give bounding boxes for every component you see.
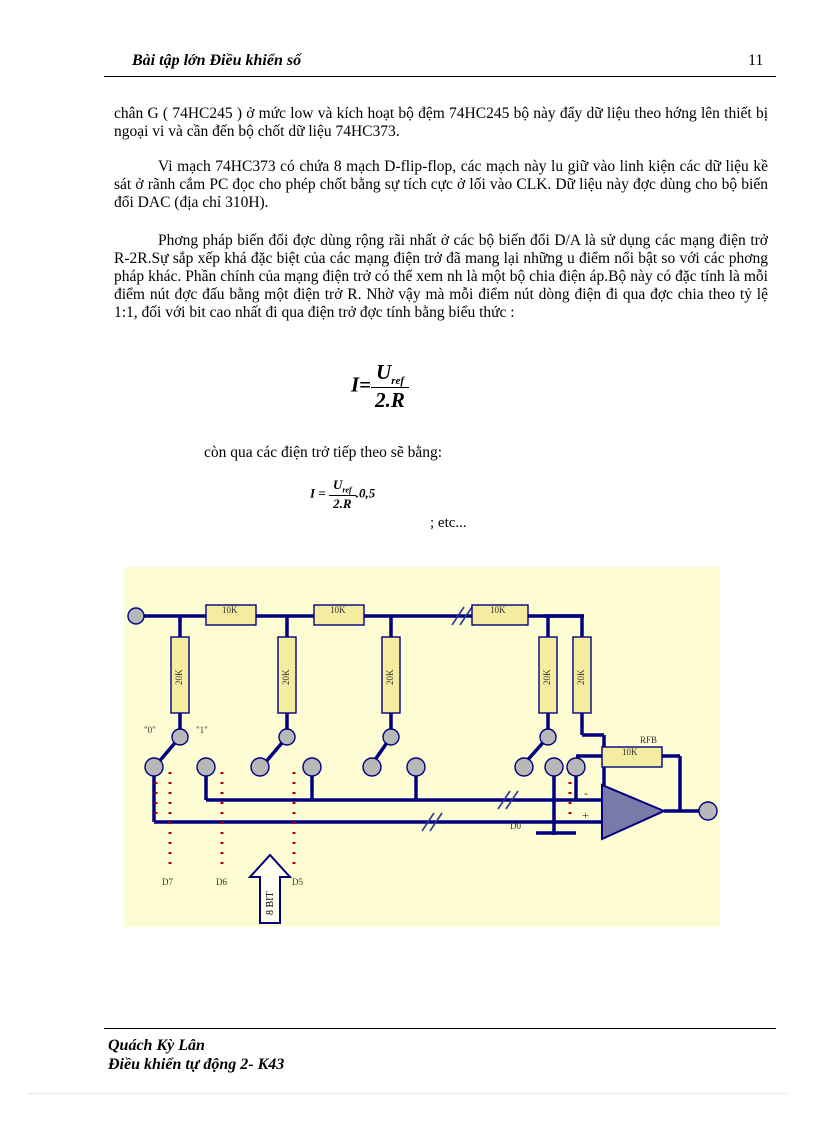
formula2-numerator: U [332, 477, 343, 492]
label-rfb: RFB [640, 735, 658, 745]
label-r8: 20K [576, 669, 586, 685]
formula2-factor: .0,5 [355, 485, 376, 501]
label-r1: 10K [222, 605, 238, 615]
formula2-subscript: ref [342, 485, 352, 495]
label-r5: 20K [281, 669, 291, 685]
formula2-eq: = [318, 485, 326, 501]
label-r6: 20K [385, 669, 395, 685]
contact-6b [303, 758, 321, 776]
formula-numerator: U [376, 360, 392, 384]
label-opamp-plus: + [582, 808, 589, 822]
header-rule [104, 76, 776, 77]
paragraph-1: chân G ( 74HC245 ) ở mức low và kích hoạt bộ đệm 74HC245 bộ này đẩy dữ liệu theo hớng lên thiết bị ngoại vi và cần đến bộ chốt dữ liệu 74HC373. [114, 105, 768, 140]
input-node [128, 608, 144, 624]
footer-author: Quách Kỳ Lân [108, 1037, 205, 1054]
label-r7: 20K [542, 669, 552, 685]
switch-pivot-7 [172, 729, 188, 745]
label-d7: D7 [162, 877, 173, 887]
label-r3: 10K [490, 605, 506, 615]
input-arrow-label: 8 BIT [265, 891, 276, 915]
label-opamp-minus: - [584, 786, 588, 800]
contact-7b [197, 758, 215, 776]
paragraph-2: Vi mạch 74HC373 có chứa 8 mạch D-flip-flop, các mạch này lu giữ vào linh kiện các dữ liệu kề sát ở rãnh cắm PC đọc cho phép chốt bằng sự tích cực ở lối vào CLK. Dữ liệu này đợc dùng cho bộ biến đổi DAC (địa chỉ 310H). [114, 158, 768, 211]
contact-fb [567, 758, 585, 776]
contact-0a [515, 758, 533, 776]
formula2-lhs: I [310, 485, 316, 501]
formula-main [351, 360, 409, 413]
formula-next [310, 477, 375, 512]
contact-5a [363, 758, 381, 776]
formula-etc: ; etc... [430, 515, 467, 531]
contact-7a [145, 758, 163, 776]
switch-pivot-5 [383, 729, 399, 745]
contact-6a [251, 758, 269, 776]
output-node [699, 802, 717, 820]
paragraph-4: còn qua các điện trở tiếp theo sẽ bằng: [204, 444, 443, 461]
formula-subscript: ref [391, 375, 405, 388]
label-rfb-value: 10K [622, 747, 638, 757]
contact-0b [545, 758, 563, 776]
r2r-ladder-circuit [124, 567, 720, 927]
opamp-triangle [602, 785, 664, 839]
page-edge-dots [28, 1093, 788, 1094]
formula2-denominator: 2.R [333, 495, 352, 511]
footer-class: Điều khiển tự động 2- K43 [108, 1056, 285, 1073]
footer-rule [104, 1028, 776, 1029]
switch-pivot-6 [279, 729, 295, 745]
contact-5b [407, 758, 425, 776]
formula-lhs: I [351, 372, 360, 397]
switch-pivot-0 [540, 729, 556, 745]
label-d5: D5 [292, 877, 303, 887]
label-switch-0: "0" [144, 725, 156, 735]
label-d6: D6 [216, 877, 227, 887]
circuit-figure [124, 567, 720, 927]
formula-denominator: 2.R [375, 388, 405, 413]
label-r4: 20K [174, 669, 184, 685]
label-d0: D0 [510, 821, 521, 831]
formula-eq: = [359, 372, 372, 397]
page-number: 11 [748, 52, 764, 69]
paragraph-3: Phơng pháp biến đổi đợc dùng rộng rãi nhất ở các bộ biến đổi D/A là sử dụng các mạng điện trở R-2R.Sự sắp xếp khá đặc biệt của các mạng điện trở đã mang lại những u điểm nổi bật so với các phơng pháp khác. Phần chính của mạng điện trở có thể xem nh là một bộ chia điện áp.Bộ này có đặc tính là mỗi điểm nút đợc đấu bằng một điện trở R. Nhờ vậy mà mỗi điểm nút dòng điện đi qua đợc chia theo tỷ lệ 1:1, đối với bit cao nhất đi qua điện trở đợc tính bằng biểu thức : [114, 232, 768, 321]
label-switch-1: "1" [196, 725, 208, 735]
header-title: Bài tập lớn Điều khiển số [132, 52, 302, 69]
label-r2: 10K [330, 605, 346, 615]
